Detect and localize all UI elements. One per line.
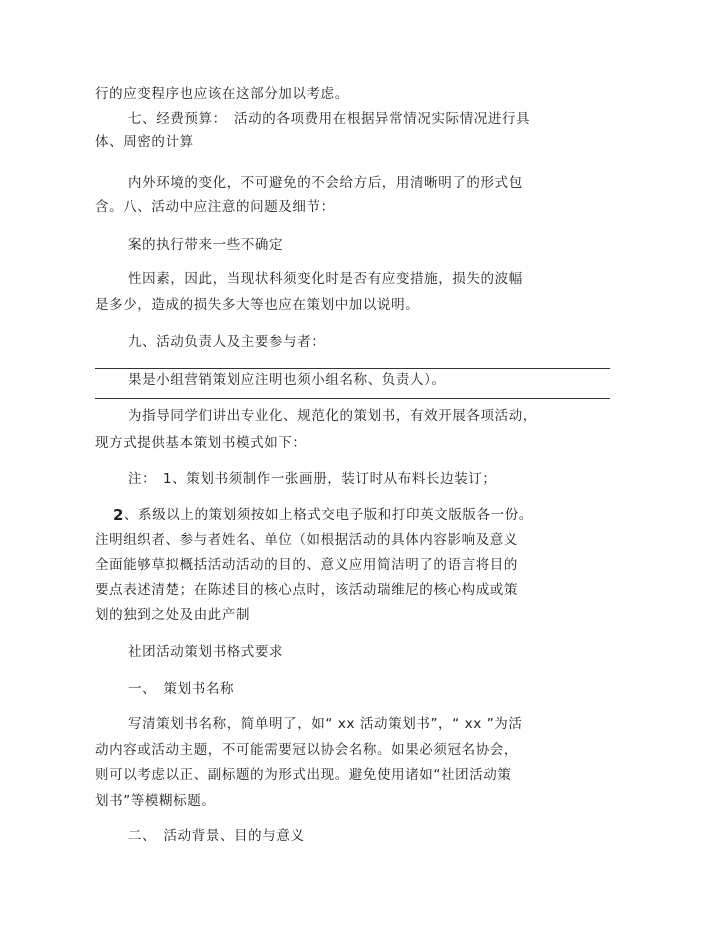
text-line: 体、周密的计算	[95, 134, 194, 150]
text-line: 注明组织者、参与者姓名、单位（如根据活动的具体内容影响及意义	[95, 532, 518, 548]
text-line: 内外环境的变化，不可避免的不会给方后，用清晰明了的形式包	[128, 175, 523, 191]
horizontal-rule	[95, 368, 610, 369]
text-line: 九、活动负责人及主要参与者：	[128, 334, 326, 350]
text-line: 行的应变程序也应该在这部分加以考虑。	[95, 86, 349, 102]
text-line: 划的独到之处及由此产制	[95, 607, 251, 623]
text-line: 动内容或活动主题，不可能需要冠以协会名称。如果必须冠名协会，	[95, 742, 518, 758]
text-line: 全面能够草拟概括活动活动的目的、意义应用简洁明了的语言将目的	[95, 557, 518, 573]
section-heading: 一、 策划书名称	[128, 681, 235, 697]
list-number: 2	[113, 506, 125, 524]
text-line: 性因素，因此，当现状科须变化时是否有应变措施，损失的波幅	[128, 271, 523, 287]
section-heading: 二、 活动背景、目的与意义	[128, 828, 305, 844]
text-line: 要点表述清楚；在陈述目的核心点时，该活动瑞维尼的核心构成或策	[95, 582, 518, 598]
section-heading: 社团活动策划书格式要求	[128, 644, 284, 660]
text-line: 则可以考虑以正、副标题的为形式出现。避免使用诸如“社团活动策	[95, 767, 512, 783]
text-line: 写清策划书名称，简单明了，如“ xx 活动策划书”，“ xx ”为活	[128, 716, 523, 732]
text-line: 、系级以上的策划须按如上格式交电子版和打印英文版版各一份。	[124, 507, 533, 523]
text-line: 现方式提供基本策划书模式如下：	[95, 435, 307, 451]
text-line: 为指导同学们讲出专业化、规范化的策划书，有效开展各项活动，	[128, 408, 537, 424]
note-label: 注：	[128, 471, 157, 487]
text-line: 划书”等模糊标题。	[95, 793, 216, 809]
horizontal-rule	[95, 398, 610, 399]
text-line: 七、经费预算： 活动的各项费用在根据异常情况实际情况进行具	[128, 111, 531, 127]
text-line: 1、策划书须制作一张画册，装订时从布料长边装订；	[163, 471, 497, 487]
text-line: 果是小组营销策划应注明也须小组名称、负责人）。	[128, 372, 446, 388]
text-line: 含。八、活动中应注意的问题及细节：	[95, 199, 335, 215]
text-line: 是多少，造成的损失多大等也应在策划中加以说明。	[95, 297, 420, 313]
text-line: 案的执行带来一些不确定	[128, 237, 284, 253]
